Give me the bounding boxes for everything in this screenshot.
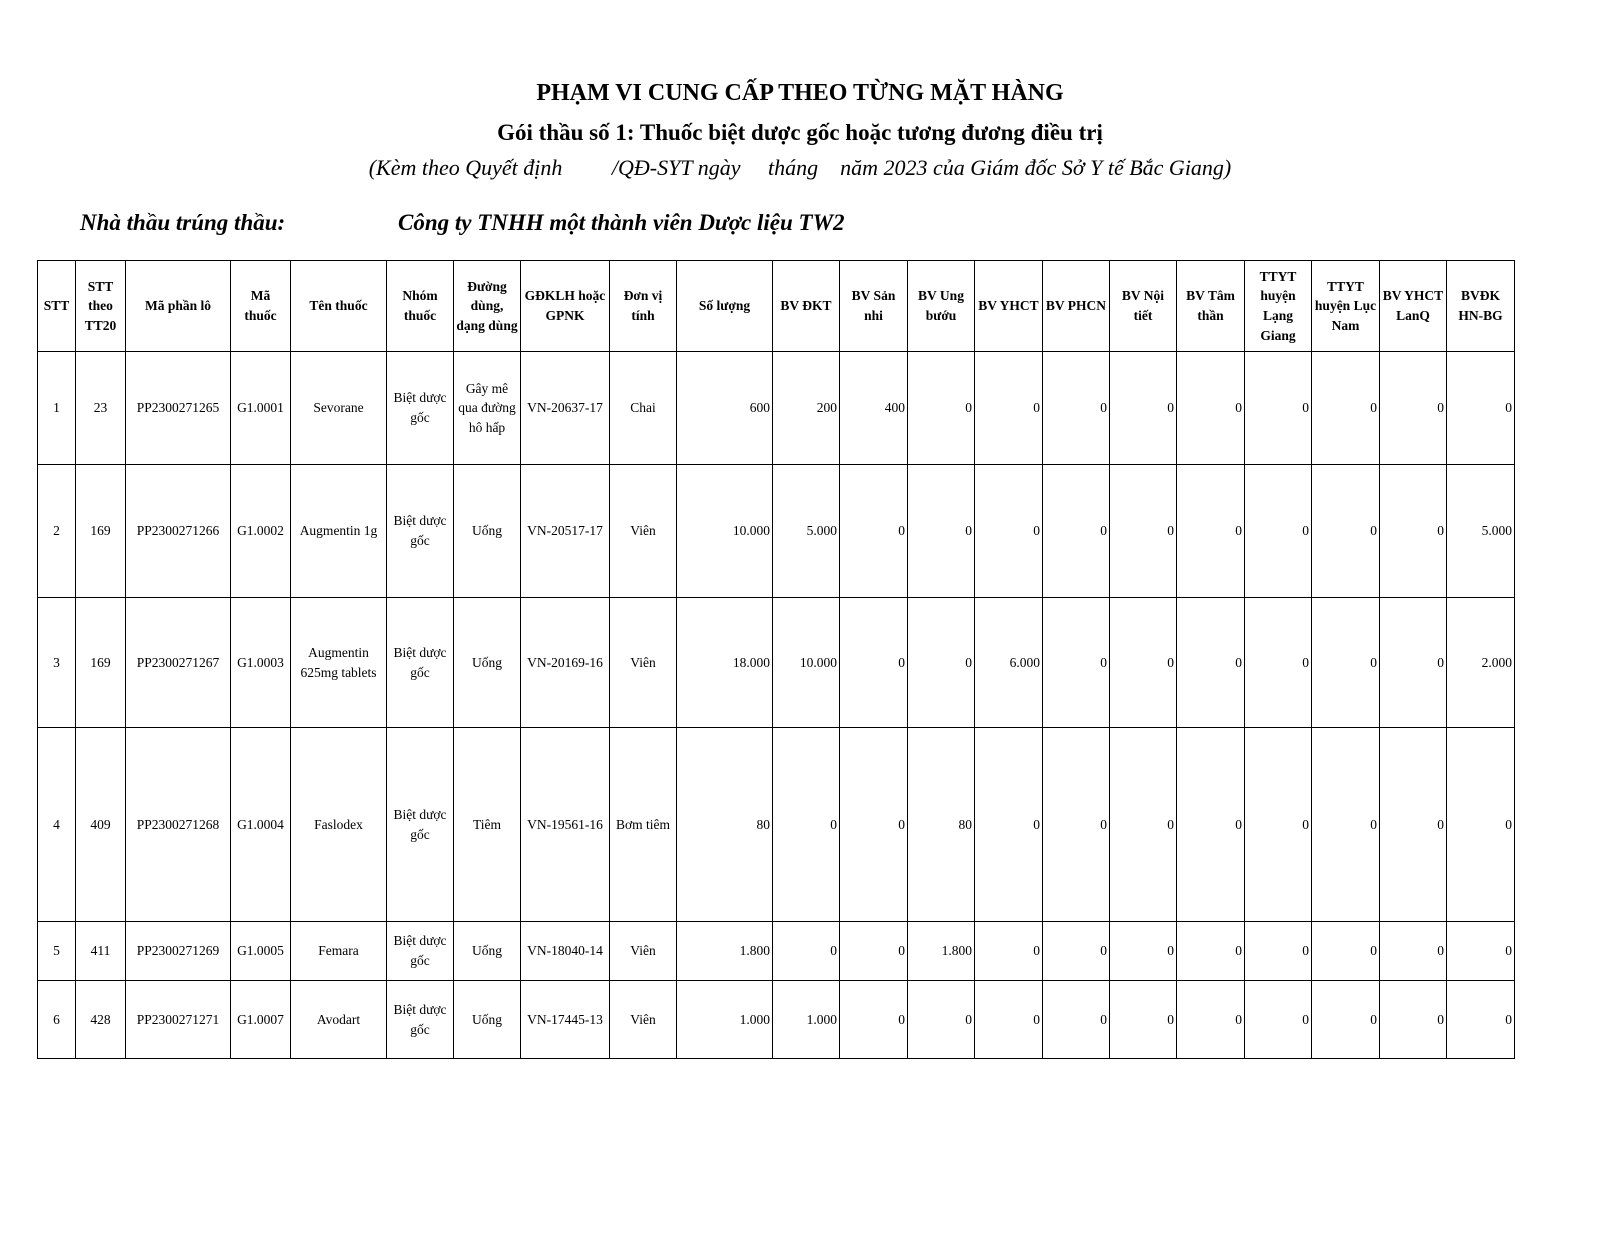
table-cell: 0 (773, 922, 840, 981)
table-cell: 0 (1110, 598, 1177, 728)
table-cell: 2.000 (1447, 598, 1515, 728)
table-cell: Uống (454, 465, 521, 598)
table-cell: 0 (975, 352, 1043, 465)
table-row (38, 465, 1515, 598)
table-cell: 0 (1312, 352, 1380, 465)
table-cell: VN-17445-13 (521, 981, 610, 1059)
table-cell: 0 (1043, 981, 1110, 1059)
table-row (38, 981, 1515, 1059)
contractor-name: Công ty TNHH một thành viên Dược liệu TW2 (398, 210, 845, 235)
document-subtitle: Gói thầu số 1: Thuốc biệt dược gốc hoặc tương đương điều trị (497, 120, 1103, 145)
table-cell: 4 (38, 728, 76, 922)
table-cell: 0 (1043, 728, 1110, 922)
table-cell: VN-18040-14 (521, 922, 610, 981)
table-cell: 0 (1043, 465, 1110, 598)
table-cell: 0 (1312, 465, 1380, 598)
table-cell: 0 (1245, 598, 1312, 728)
col-header-lot-code: Mã phần lô (126, 261, 231, 352)
col-header-drug-name: Tên thuốc (291, 261, 387, 352)
table-cell: PP2300271271 (126, 981, 231, 1059)
col-header-unit: Đơn vị tính (610, 261, 677, 352)
table-cell: 0 (840, 598, 908, 728)
table-cell: PP2300271269 (126, 922, 231, 981)
table-cell: Biệt dược gốc (387, 922, 454, 981)
table-cell: 0 (1380, 728, 1447, 922)
col-header-ttyt-luc-nam: TTYT huyện Lục Nam (1312, 261, 1380, 352)
table-cell: 0 (1177, 728, 1245, 922)
col-header-bvdk-hn-bg: BVĐK HN-BG (1447, 261, 1515, 352)
table-cell: 5.000 (1447, 465, 1515, 598)
table-cell: 0 (1312, 598, 1380, 728)
table-cell: G1.0007 (231, 981, 291, 1059)
table-cell: Viên (610, 922, 677, 981)
table-cell: 169 (76, 465, 126, 598)
table-cell: G1.0002 (231, 465, 291, 598)
col-header-license: GĐKLH hoặc GPNK (521, 261, 610, 352)
table-cell: G1.0004 (231, 728, 291, 922)
col-header-stt-tt20: STT theo TT20 (76, 261, 126, 352)
table-cell: Bơm tiêm (610, 728, 677, 922)
table-cell: Viên (610, 465, 677, 598)
table-cell: VN-19561-16 (521, 728, 610, 922)
table-cell: 0 (1245, 922, 1312, 981)
table-cell: 0 (908, 352, 975, 465)
table-cell: Tiêm (454, 728, 521, 922)
table-cell: Viên (610, 981, 677, 1059)
table-cell: 200 (773, 352, 840, 465)
table-cell: 0 (1177, 981, 1245, 1059)
table-cell: 0 (1110, 728, 1177, 922)
table-cell: 0 (1177, 465, 1245, 598)
col-header-quantity: Số lượng (677, 261, 773, 352)
table-cell: 0 (1043, 922, 1110, 981)
table-cell: 23 (76, 352, 126, 465)
table-cell: 0 (1245, 981, 1312, 1059)
table-cell: 80 (677, 728, 773, 922)
table-cell: Gây mê qua đường hô hấp (454, 352, 521, 465)
table-cell: 0 (975, 728, 1043, 922)
table-cell: 0 (1043, 598, 1110, 728)
table-cell: 0 (1043, 352, 1110, 465)
table-cell: 5 (38, 922, 76, 981)
col-header-bv-phcn: BV PHCN (1043, 261, 1110, 352)
table-cell: 600 (677, 352, 773, 465)
table-cell: G1.0005 (231, 922, 291, 981)
table-cell: G1.0003 (231, 598, 291, 728)
table-cell: 10.000 (773, 598, 840, 728)
table-cell: 0 (1380, 981, 1447, 1059)
col-header-bv-ung-buou: BV Ung bướu (908, 261, 975, 352)
col-header-drug-code: Mã thuốc (231, 261, 291, 352)
document-title: PHẠM VI CUNG CẤP THEO TỪNG MẶT HÀNG (536, 80, 1064, 106)
table-cell: 80 (908, 728, 975, 922)
table-cell: 6.000 (975, 598, 1043, 728)
table-cell: 0 (1177, 922, 1245, 981)
table-cell: 0 (1110, 922, 1177, 981)
table-cell: PP2300271265 (126, 352, 231, 465)
table-cell: 1.800 (908, 922, 975, 981)
table-cell: Biệt dược gốc (387, 981, 454, 1059)
table-cell: 5.000 (773, 465, 840, 598)
table-cell: 0 (840, 728, 908, 922)
table-cell: 0 (1380, 598, 1447, 728)
decision-note: (Kèm theo Quyết định /QĐ-SYT ngày tháng năm 2023 của Giám đốc Sở Y tế Bắc Giang) (368, 155, 1232, 180)
contractor-label: Nhà thầu trúng thầu: (80, 210, 286, 235)
table-cell: 18.000 (677, 598, 773, 728)
table-cell: 0 (1447, 922, 1515, 981)
table-cell: Uống (454, 922, 521, 981)
table-cell: 0 (1447, 352, 1515, 465)
table-cell: VN-20637-17 (521, 352, 610, 465)
table-cell: Viên (610, 598, 677, 728)
table-cell: 0 (1380, 352, 1447, 465)
table-cell: 0 (840, 981, 908, 1059)
table-cell: 1.000 (677, 981, 773, 1059)
table-cell: Avodart (291, 981, 387, 1059)
col-header-ttyt-lang-giang: TTYT huyện Lạng Giang (1245, 261, 1312, 352)
table-cell: 0 (1245, 352, 1312, 465)
table-cell: 0 (1177, 352, 1245, 465)
table-cell: 0 (1245, 728, 1312, 922)
supply-table (37, 260, 1515, 1059)
table-cell: 428 (76, 981, 126, 1059)
table-cell: Augmentin 1g (291, 465, 387, 598)
table-cell: 411 (76, 922, 126, 981)
table-cell: 0 (1447, 981, 1515, 1059)
table-row (38, 728, 1515, 922)
col-header-route: Đường dùng, dạng dùng (454, 261, 521, 352)
table-cell: 1.000 (773, 981, 840, 1059)
table-cell: 169 (76, 598, 126, 728)
table-cell: Faslodex (291, 728, 387, 922)
table-cell: Chai (610, 352, 677, 465)
table-cell: G1.0001 (231, 352, 291, 465)
table-cell: 0 (975, 922, 1043, 981)
table-cell: 0 (1110, 465, 1177, 598)
col-header-bv-yhct: BV YHCT (975, 261, 1043, 352)
table-cell: Augmentin 625mg tablets (291, 598, 387, 728)
table-cell: 1.800 (677, 922, 773, 981)
table-row (38, 598, 1515, 728)
table-cell: 0 (975, 465, 1043, 598)
table-cell: 409 (76, 728, 126, 922)
table-cell: PP2300271266 (126, 465, 231, 598)
col-header-bv-san-nhi: BV Sản nhi (840, 261, 908, 352)
table-header-row (38, 261, 1515, 352)
table-cell: 0 (773, 728, 840, 922)
table-row (38, 922, 1515, 981)
table-cell: PP2300271268 (126, 728, 231, 922)
table-cell: Biệt dược gốc (387, 465, 454, 598)
table-cell: Uống (454, 598, 521, 728)
col-header-bv-tam-than: BV Tâm thần (1177, 261, 1245, 352)
table-cell: 0 (1177, 598, 1245, 728)
table-cell: VN-20169-16 (521, 598, 610, 728)
table-cell: 6 (38, 981, 76, 1059)
table-cell: 0 (908, 598, 975, 728)
col-header-stt: STT (38, 261, 76, 352)
table-cell: 0 (908, 465, 975, 598)
table-row (38, 352, 1515, 465)
col-header-bv-yhct-lanq: BV YHCT LanQ (1380, 261, 1447, 352)
table-cell: 0 (908, 981, 975, 1059)
table-cell: Biệt dược gốc (387, 598, 454, 728)
table-cell: 0 (840, 465, 908, 598)
table-cell: 1 (38, 352, 76, 465)
table-cell: Uống (454, 981, 521, 1059)
col-header-bv-dkt: BV ĐKT (773, 261, 840, 352)
table-cell: 0 (1110, 352, 1177, 465)
table-cell: Biệt dược gốc (387, 352, 454, 465)
table-cell: 0 (1245, 465, 1312, 598)
table-cell: 0 (1380, 465, 1447, 598)
table-cell: 2 (38, 465, 76, 598)
col-header-drug-group: Nhóm thuốc (387, 261, 454, 352)
table-cell: 3 (38, 598, 76, 728)
table-cell: PP2300271267 (126, 598, 231, 728)
table-cell: VN-20517-17 (521, 465, 610, 598)
table-cell: 0 (1312, 728, 1380, 922)
table-cell: 10.000 (677, 465, 773, 598)
table-cell: 400 (840, 352, 908, 465)
table-cell: 0 (975, 981, 1043, 1059)
table-cell: 0 (840, 922, 908, 981)
table-cell: 0 (1312, 981, 1380, 1059)
table-cell: 0 (1312, 922, 1380, 981)
table-cell: 0 (1110, 981, 1177, 1059)
table-cell: Sevorane (291, 352, 387, 465)
table-cell: 0 (1447, 728, 1515, 922)
table-cell: Femara (291, 922, 387, 981)
table-cell: Biệt dược gốc (387, 728, 454, 922)
col-header-bv-noi-tiet: BV Nội tiết (1110, 261, 1177, 352)
table-cell: 0 (1380, 922, 1447, 981)
